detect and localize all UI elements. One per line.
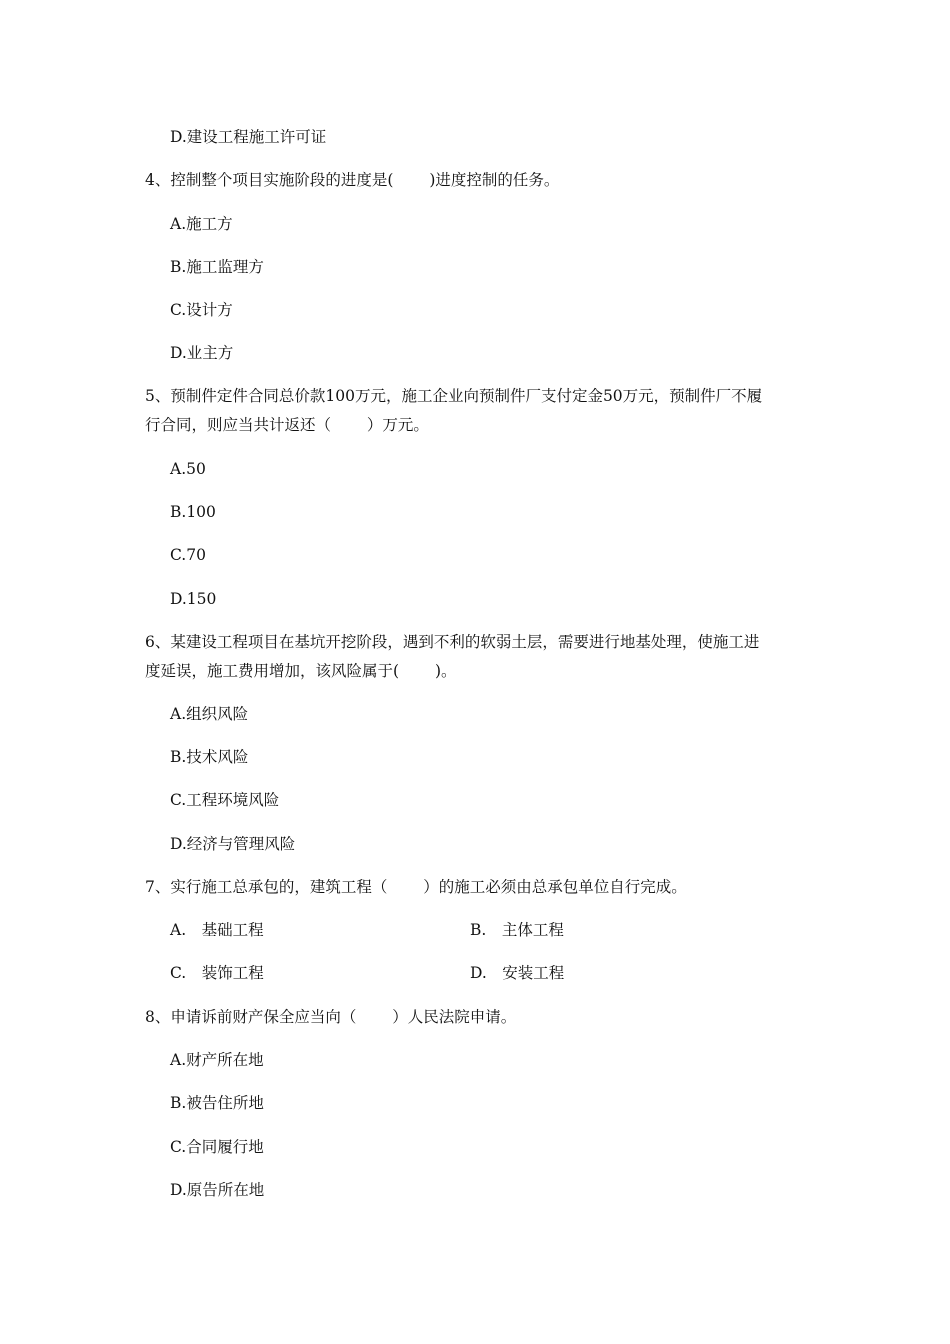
question-8-stem: 8、申请诉前财产保全应当向（ ）人民法院申请。 xyxy=(145,1008,517,1026)
question-7-option-a: A. 基础工程 xyxy=(170,921,264,939)
question-8-option-d: D.原告所在地 xyxy=(170,1181,265,1199)
question-7-option-d: D. 安装工程 xyxy=(470,964,565,982)
question-5-stem-line-1: 5、预制件定件合同总价款100万元，施工企业向预制件厂支付定金50万元，预制件厂不履 xyxy=(145,387,763,405)
question-5-option-d: D.150 xyxy=(170,590,217,608)
question-6-stem-line-1: 6、某建设工程项目在基坑开挖阶段，遇到不利的软弱土层，需要进行地基处理，使施工进 xyxy=(145,633,760,651)
question-4-option-d: D.业主方 xyxy=(170,344,234,362)
prev-question-option-d: D.建设工程施工许可证 xyxy=(170,128,327,146)
question-4-stem: 4、控制整个项目实施阶段的进度是( )进度控制的任务。 xyxy=(145,171,560,189)
question-6-stem-line-2: 度延误，施工费用增加，该风险属于( )。 xyxy=(145,662,457,680)
question-5-option-a: A.50 xyxy=(170,460,206,478)
question-7-option-c: C. 装饰工程 xyxy=(170,964,264,982)
question-5-stem-line-2: 行合同，则应当共计返还（ ）万元。 xyxy=(145,416,429,434)
question-6-option-b: B.技术风险 xyxy=(170,748,249,766)
question-8-option-a: A.财产所在地 xyxy=(170,1051,264,1069)
question-6-option-c: C.工程环境风险 xyxy=(170,791,280,809)
question-5-option-b: B.100 xyxy=(170,503,216,521)
question-4-option-b: B.施工监理方 xyxy=(170,258,264,276)
question-6-option-a: A.组织风险 xyxy=(170,705,249,723)
question-8-option-b: B.被告住所地 xyxy=(170,1094,264,1112)
question-4-option-c: C.设计方 xyxy=(170,301,233,319)
question-8-option-c: C.合同履行地 xyxy=(170,1138,264,1156)
question-5-option-c: C.70 xyxy=(170,546,206,564)
question-7-stem: 7、实行施工总承包的，建筑工程（ ）的施工必须由总承包单位自行完成。 xyxy=(145,878,687,896)
question-7-option-b: B. 主体工程 xyxy=(470,921,564,939)
question-4-option-a: A.施工方 xyxy=(170,215,233,233)
question-6-option-d: D.经济与管理风险 xyxy=(170,835,296,853)
